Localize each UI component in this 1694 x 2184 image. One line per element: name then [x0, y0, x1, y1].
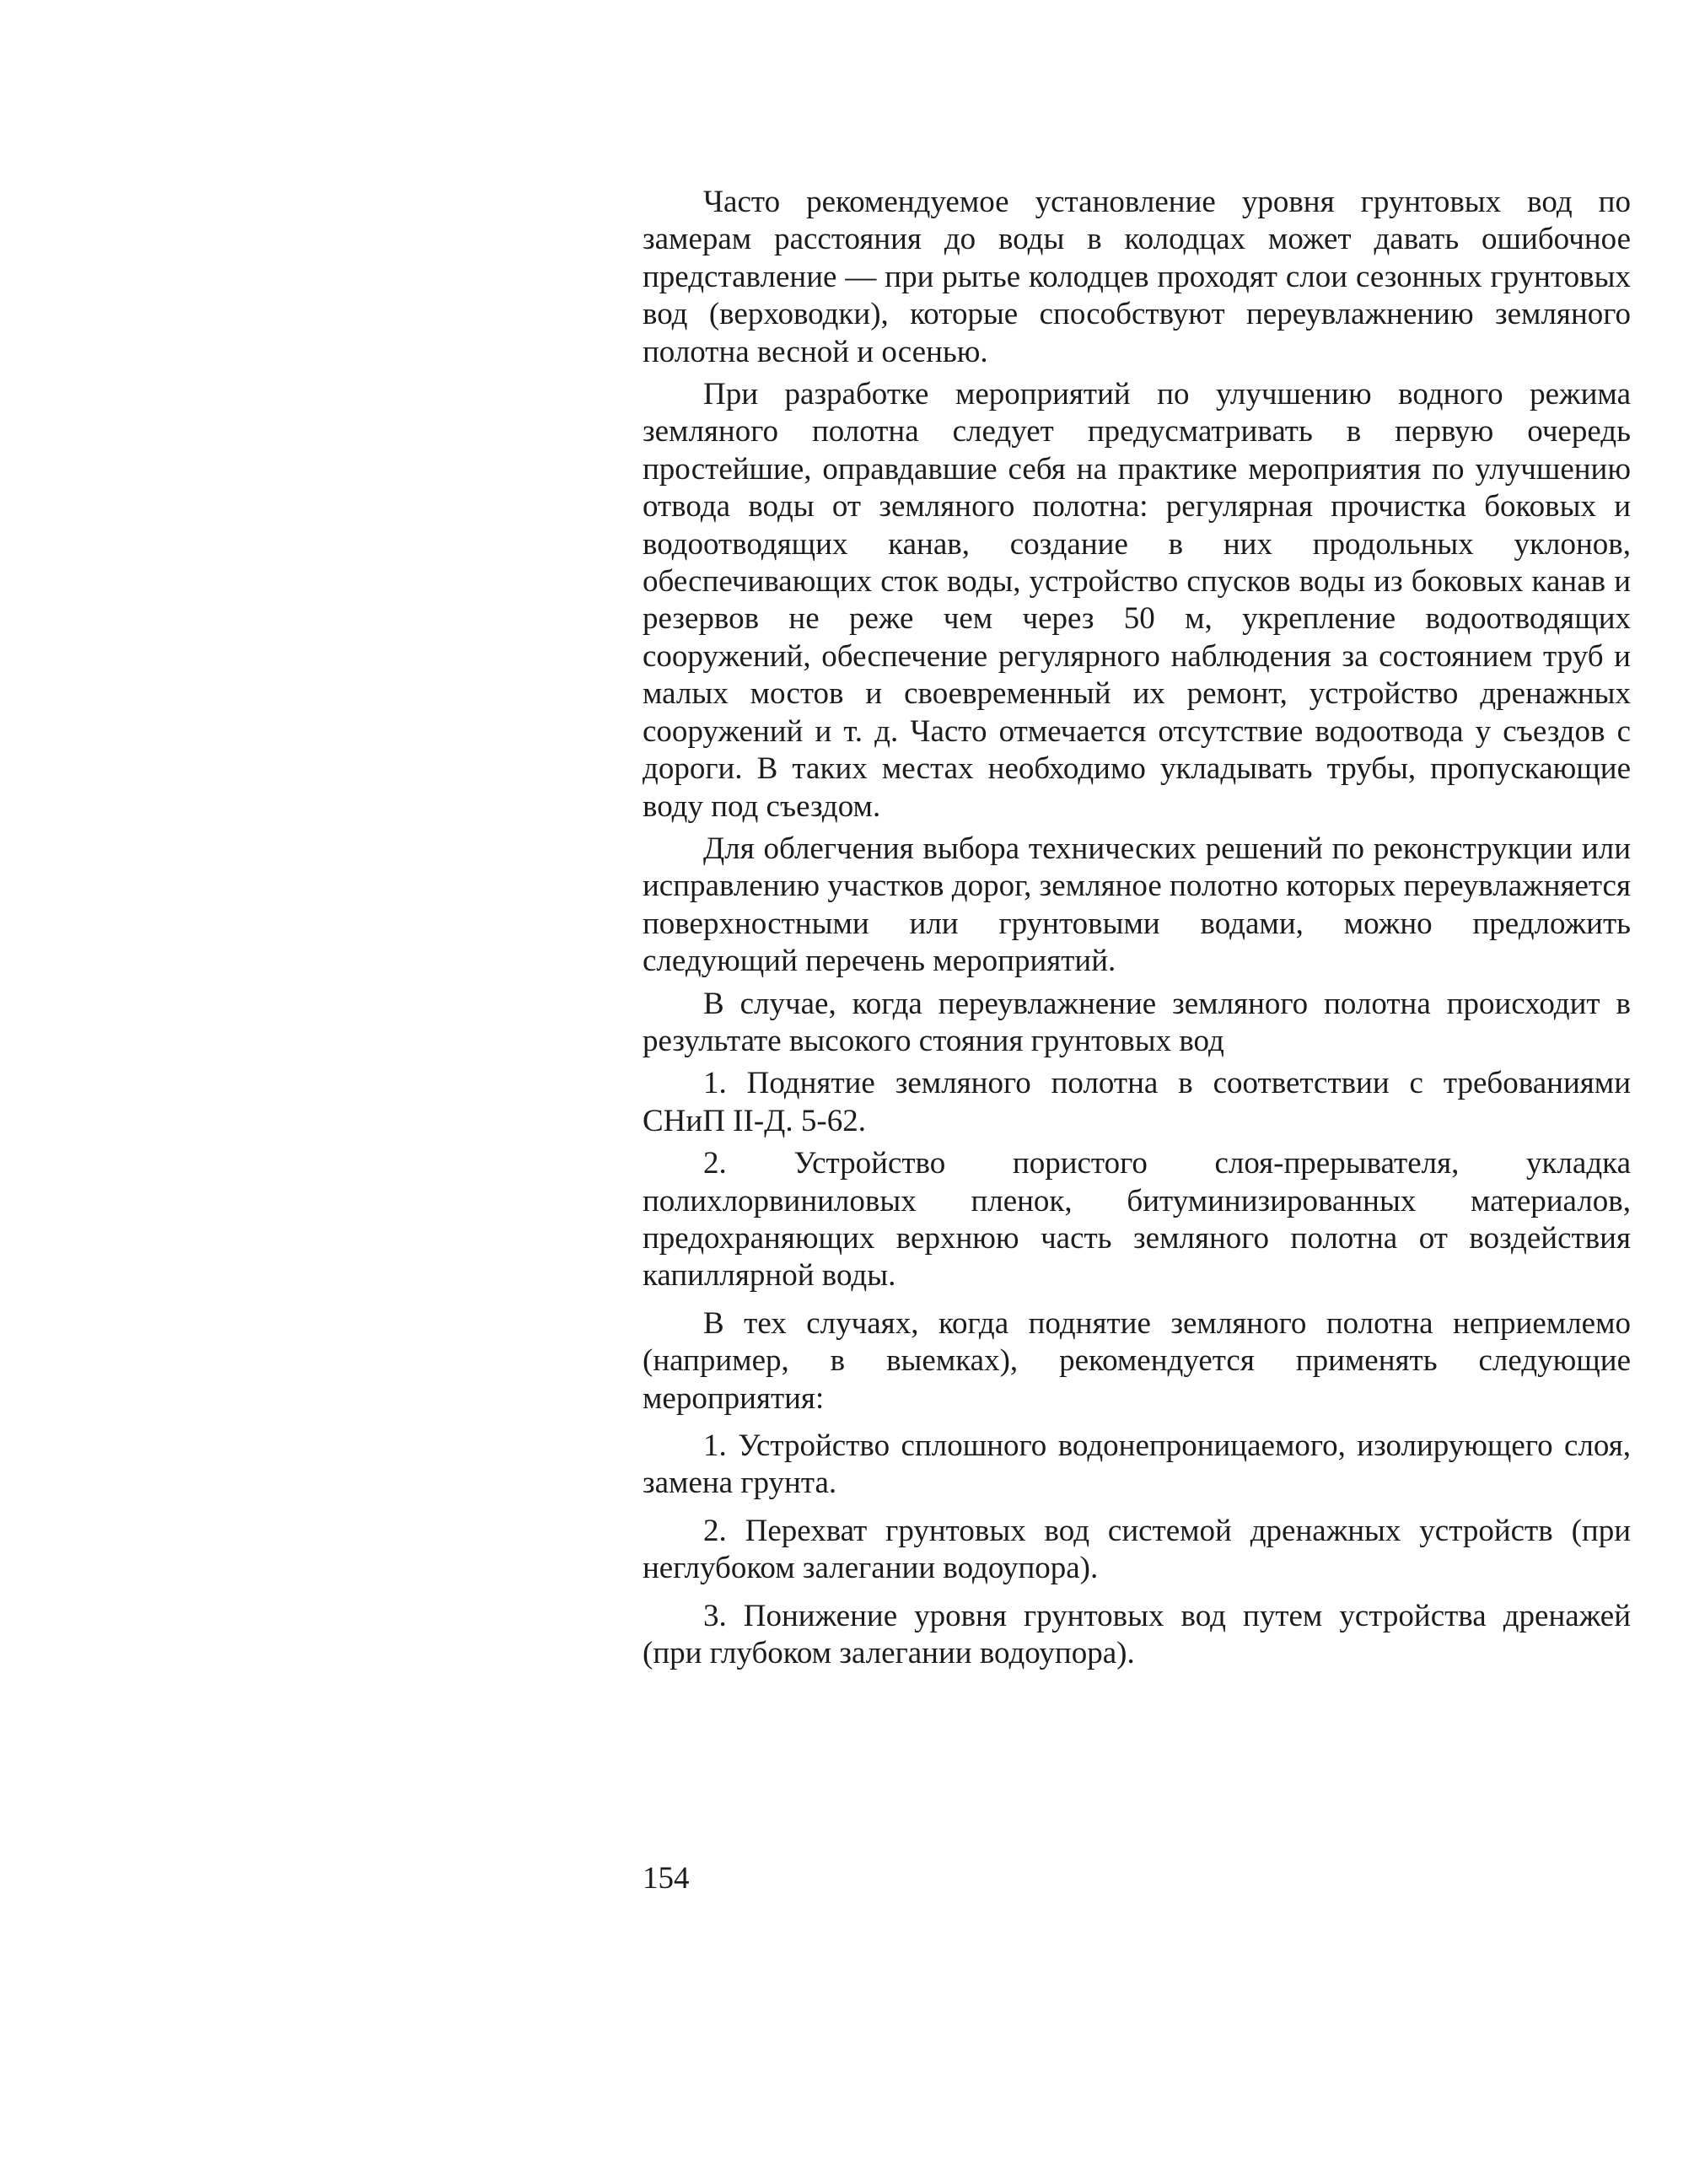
list-item-waterproof-layer: 1. Устройство сплошного водонепроницаемого, изолирующего слоя, замена грунта.: [643, 1428, 1631, 1501]
list-item-drainage-intercept: 2. Перехват грунтовых вод системой дренажных устройств (при неглубоком залегании водоупора).: [643, 1513, 1631, 1586]
list-item-raise-subgrade: 1. Поднятие земляного полотна в соответствии с требованиями СНиП II-Д. 5-62.: [643, 1066, 1631, 1138]
paragraph-high-groundwater: В случае, когда переувлажнение земляного полотна происходит в результате высокого стояния грунтовых вод: [643, 986, 1631, 1058]
paragraph-water-regime-measures: При разработке мероприятий по улучшению водного режима земляного полотна следует предусматривать в первую очередь простейшие, оправдавшие себя на практике мероприятия по улучшению отвода воды от земляного полотна: регулярная прочистка боковых и водоотводящих канав, создание в них продольных уклонов, обеспечивающих сток воды, устройство спусков воды из боковых канав и резервов не реже чем через 50 м, укрепление водоотводящих сооружений, обеспечение регулярного наблюдения за состоянием труб и малых мостов и своевременный их ремонт, устройство дренажных сооружений и т. д. Часто отмечается отсутствие водоотвода у съездов с дороги. В таких местах необходимо укладывать трубы, пропускающие воду под съездом.: [643, 377, 1631, 824]
body-text: [643, 184, 1631, 1672]
paragraph-cuttings-measures: В тех случаях, когда поднятие земляного полотна неприемлемо (например, в выемках), рекомендуется применять следующие мероприятия:: [643, 1305, 1631, 1416]
list-item-lower-groundwater: 3. Понижение уровня грунтовых вод путем устройства дренажей (при глубоком залегании водоупора).: [643, 1598, 1631, 1671]
page-number: 154: [643, 1861, 690, 1896]
list-item-capillary-break: 2. Устройство пористого слоя-прерывателя, укладка полихлорвиниловых пленок, битуминизированных материалов, предохраняющих верхнюю часть земляного полотна от воздействия капиллярной воды.: [643, 1146, 1631, 1294]
paragraph-groundwater-wells: Часто рекомендуемое установление уровня грунтовых вод по замерам расстояния до воды в колодцах может давать ошибочное представление — при рытье колодцев проходят слои сезонных грунтовых вод (верховодки), которые способствуют переувлажнению земляного полотна весной и осенью.: [643, 185, 1631, 369]
paragraph-technical-solutions: Для облегчения выбора технических решений по реконструкции или исправлению участков дорог, земляное полотно которых переувлажняется поверхностными или грунтовыми водами, можно предложить следующий перечень мероприятий.: [643, 831, 1631, 979]
